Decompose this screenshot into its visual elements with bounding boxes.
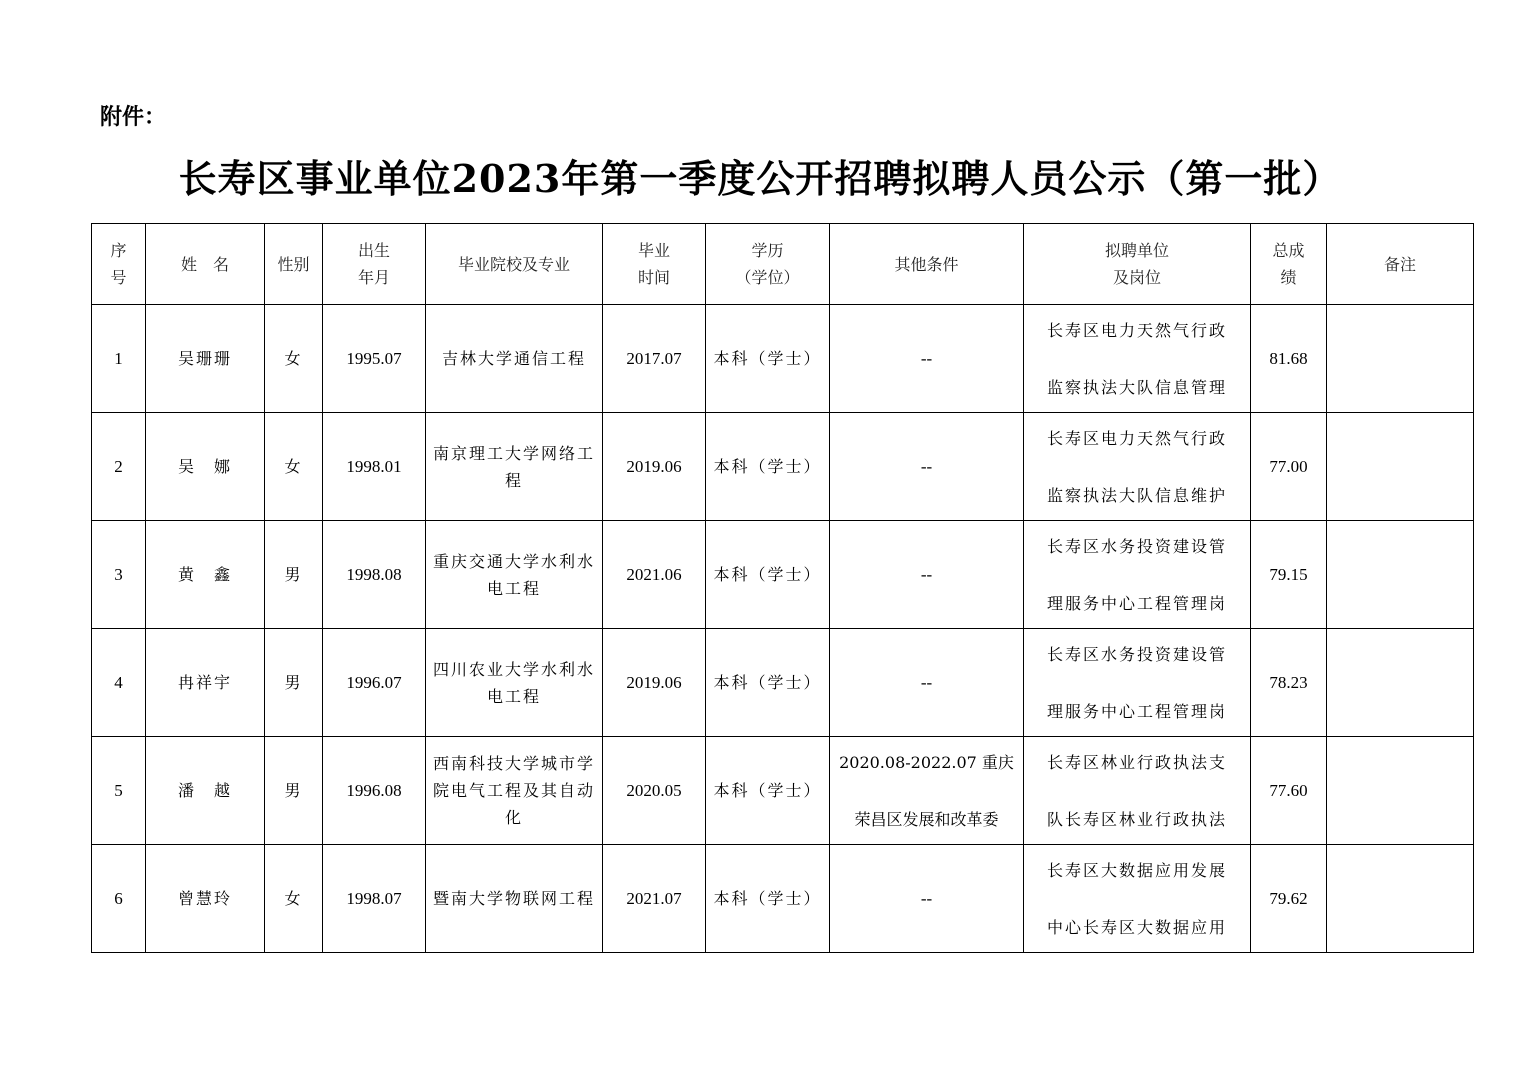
cell-edu: 本科（学士） [706, 413, 830, 521]
cell-name: 冉祥宇 [146, 629, 265, 737]
cell-score: 81.68 [1251, 305, 1327, 413]
cell-school: 吉林大学通信工程 [426, 305, 603, 413]
header-gender: 性别 [265, 224, 323, 305]
cell-no: 1 [92, 305, 146, 413]
header-no: 序 号 [92, 224, 146, 305]
cell-birth: 1996.08 [323, 737, 426, 845]
cell-school: 西南科技大学城市学院电气工程及其自动化 [426, 737, 603, 845]
cell-other: 2020.08-2022.07 重庆 荣昌区发展和改革委 [830, 737, 1024, 845]
cell-birth: 1998.08 [323, 521, 426, 629]
cell-school: 暨南大学物联网工程 [426, 845, 603, 953]
cell-remark [1327, 845, 1474, 953]
header-unit: 拟聘单位 及岗位 [1024, 224, 1251, 305]
table-row [92, 845, 1474, 953]
cell-grad: 2021.07 [603, 845, 706, 953]
cell-other: -- [830, 521, 1024, 629]
cell-other: -- [830, 305, 1024, 413]
cell-other: -- [830, 845, 1024, 953]
cell-gender: 男 [265, 629, 323, 737]
header-birth: 出生 年月 [323, 224, 426, 305]
cell-score: 77.60 [1251, 737, 1327, 845]
cell-edu: 本科（学士） [706, 737, 830, 845]
header-score: 总成 绩 [1251, 224, 1327, 305]
cell-gender: 男 [265, 521, 323, 629]
cell-unit: 长寿区林业行政执法支 队长寿区林业行政执法 [1024, 737, 1251, 845]
cell-birth: 1998.01 [323, 413, 426, 521]
cell-birth: 1998.07 [323, 845, 426, 953]
cell-edu: 本科（学士） [706, 845, 830, 953]
cell-score: 79.15 [1251, 521, 1327, 629]
cell-other: -- [830, 413, 1024, 521]
cell-score: 78.23 [1251, 629, 1327, 737]
cell-name: 曾慧玲 [146, 845, 265, 953]
cell-edu: 本科（学士） [706, 629, 830, 737]
cell-unit: 长寿区电力天然气行政 监察执法大队信息维护 [1024, 413, 1251, 521]
header-other: 其他条件 [830, 224, 1024, 305]
table-row [92, 737, 1474, 845]
header-grad: 毕业 时间 [603, 224, 706, 305]
cell-grad: 2019.06 [603, 413, 706, 521]
cell-unit: 长寿区水务投资建设管 理服务中心工程管理岗 [1024, 629, 1251, 737]
cell-no: 5 [92, 737, 146, 845]
cell-remark [1327, 737, 1474, 845]
cell-name: 潘 越 [146, 737, 265, 845]
header-remark: 备注 [1327, 224, 1474, 305]
cell-gender: 女 [265, 305, 323, 413]
cell-no: 4 [92, 629, 146, 737]
table-row [92, 629, 1474, 737]
cell-gender: 女 [265, 845, 323, 953]
cell-name: 黄 鑫 [146, 521, 265, 629]
cell-school: 南京理工大学网络工程 [426, 413, 603, 521]
cell-edu: 本科（学士） [706, 521, 830, 629]
cell-score: 79.62 [1251, 845, 1327, 953]
table-row [92, 305, 1474, 413]
cell-grad: 2020.05 [603, 737, 706, 845]
candidates-table [91, 223, 1474, 953]
cell-remark [1327, 629, 1474, 737]
page-title: 长寿区事业单位2023年第一季度公开招聘拟聘人员公示（第一批） [178, 156, 1342, 201]
cell-no: 3 [92, 521, 146, 629]
cell-birth: 1995.07 [323, 305, 426, 413]
cell-name: 吴珊珊 [146, 305, 265, 413]
cell-grad: 2019.06 [603, 629, 706, 737]
cell-remark [1327, 305, 1474, 413]
table-row [92, 521, 1474, 629]
table-header-row [92, 224, 1474, 305]
cell-unit: 长寿区水务投资建设管 理服务中心工程管理岗 [1024, 521, 1251, 629]
cell-grad: 2017.07 [603, 305, 706, 413]
table-row [92, 413, 1474, 521]
cell-name: 吴 娜 [146, 413, 265, 521]
cell-score: 77.00 [1251, 413, 1327, 521]
cell-school: 四川农业大学水利水电工程 [426, 629, 603, 737]
cell-gender: 女 [265, 413, 323, 521]
header-school: 毕业院校及专业 [426, 224, 603, 305]
cell-gender: 男 [265, 737, 323, 845]
cell-edu: 本科（学士） [706, 305, 830, 413]
attachment-label: 附件： [100, 105, 167, 130]
cell-unit: 长寿区电力天然气行政 监察执法大队信息管理 [1024, 305, 1251, 413]
cell-remark [1327, 521, 1474, 629]
cell-other: -- [830, 629, 1024, 737]
cell-school: 重庆交通大学水利水电工程 [426, 521, 603, 629]
header-edu: 学历 （学位） [706, 224, 830, 305]
cell-grad: 2021.06 [603, 521, 706, 629]
cell-remark [1327, 413, 1474, 521]
cell-unit: 长寿区大数据应用发展 中心长寿区大数据应用 [1024, 845, 1251, 953]
cell-no: 6 [92, 845, 146, 953]
header-name: 姓 名 [146, 224, 265, 305]
cell-birth: 1996.07 [323, 629, 426, 737]
cell-no: 2 [92, 413, 146, 521]
